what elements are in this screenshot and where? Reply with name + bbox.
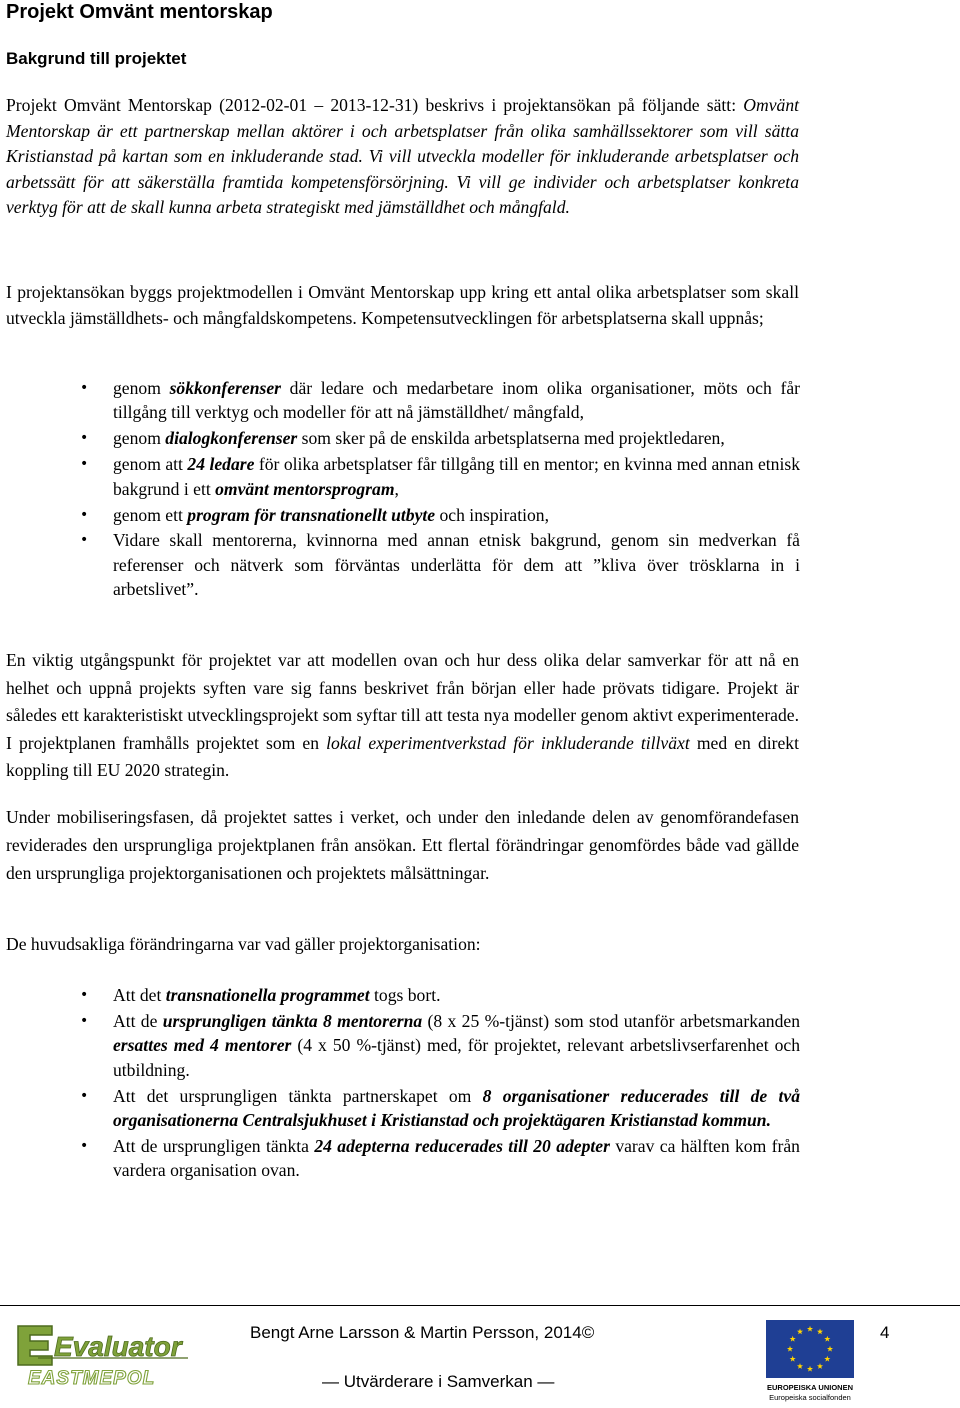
list-item: • genom sökkonferenser där ledare och medarbetare inom olika organisationer, möts och får tillgång till verktyg och modeller för att nå jämställdhet/ mångfald, [80, 378, 800, 423]
page-number: 4 [880, 1323, 890, 1342]
copyright-icon: © [581, 1323, 595, 1342]
list-changes [0, 983, 800, 1184]
paragraph-intro: Projekt Omvänt Mentorskap (2012-02-01 – 2013-12-31) beskrivs i projektansökan på följande sätt: Omvänt Mentorskap är ett partnerskap mellan aktörer i och arbetsplatser från olika samhällssektorer som vill sätta Kristianstad på kartan som en inkluderande stad. Vi vill utveckla modeller för inkluderande arbetsplatser och arbetssätt för att säkerställa framtida kompetensförsörjning. Vi vill ge individer och arbetsplatser konkreta verktyg för att de skall kunna arbeta strategiskt med jämställdhet och mångfald. [6, 95, 799, 217]
logo-subtext: EASTMEPOL [28, 1368, 156, 1389]
section-heading: Bakgrund till projektet [6, 49, 187, 68]
paragraph-starting-point: En viktig utgångspunkt för projektet var att modellen ovan och hur dess olika delar samverkar för att nå en helhet och uppnå projekts syften vare sig fanns beskrivet från början eller hade prövats tidigare. Projekt är således ett karakteristiskt utvecklingsprojekt som syftar till att testa nya modeller genom aktivt experimenterade. I projektplanen framhålls projektet som en lokal experimentverkstad för inkluderande tillväxt med en direkt koppling till EU 2020 strategin. [6, 650, 799, 781]
list-item: • Vidare skall mentorerna, kvinnorna med annan etnisk bakgrund, genom sin medverkan få referenser och nätverk som förväntas underlätta för dem att ”kliva över trösklarna in i arbetslivet”. [80, 530, 800, 600]
bullet-icon: • [80, 380, 89, 396]
eu-caption-fund: Europeiska socialfonden [769, 1393, 851, 1402]
logo-wordmark: Evaluator [54, 1331, 182, 1362]
list-item: • genom ett program för transnationellt utbyte och inspiration, [0, 503, 800, 527]
footer-authors: Bengt Arne Larsson & Martin Persson, 2014© [250, 1323, 595, 1342]
bullet-icon: • [80, 987, 89, 1003]
paragraph-mobilisation: Under mobiliseringsfasen, då projektet sattes i verket, och under den inledande delen av genomförandefasen reviderades den ursprungliga projektplanen från ansökan. Ett flertal förändringar genomfördes både vad gällde den ursprungliga projektorganisationen och projektets målsättningar. [6, 807, 799, 884]
list-item: • Att det transnationella programmet togs bort. [0, 983, 800, 1007]
bullet-icon: • [80, 532, 89, 549]
list-competence [0, 376, 800, 603]
bullet-icon: • [80, 456, 89, 473]
list-item: • genom dialogkonferenser som sker på de enskilda arbetsplatserna med projektledaren, [0, 426, 800, 450]
bullet-icon: • [80, 1012, 89, 1029]
list-item: • Att de ursprungligen tänkta 8 mentorerna (8 x 25 %-tjänst) som stod utanför arbetsmarkanden ersattes med 4 mentorer (4 x 50 %-tjänst) med, för projektet, relevant arbetslivserfarenhet och utbildning. [80, 1010, 801, 1080]
eu-caption-union: EUROPEISKA UNIONEN [767, 1383, 853, 1392]
list-item: • genom att 24 ledare för olika arbetsplatser får tillgång till en mentor; en kvinna med annan etnisk bakgrund i ett omvänt mentorsprogram, [80, 454, 800, 499]
eu-flag-logo [760, 1318, 860, 1404]
bullet-icon: • [80, 1087, 89, 1104]
bullet-icon: • [80, 506, 89, 523]
bullet-icon: • [80, 1137, 89, 1154]
paragraph-model: I projektansökan byggs projektmodellen i Omvänt Mentorskap upp kring ett antal olika arbetsplatser som skall utveckla jämställdhets- och mångfaldskompetens. Kompetensutvecklingen för arbetsplatserna skall uppnås; [6, 282, 799, 328]
evaluator-logo [8, 1318, 198, 1398]
footer-divider [0, 1305, 960, 1306]
bullet-icon: • [80, 430, 89, 447]
list-item: • Att de ursprungligen tänkta 24 adepterna reducerades till 20 adepter varav ca hälften kom från vardera organisation ovan. [80, 1135, 800, 1181]
document-title: Projekt Omvänt mentorskap [6, 1, 273, 23]
footer-tagline: — Utvärderare i Samverkan — [322, 1372, 555, 1391]
paragraph-changes-intro: De huvudsakliga förändringarna var vad gäller projektorganisation: [6, 934, 481, 954]
list-item: • Att det ursprungligen tänkta partnerskapet om 8 organisationer reducerades till de två organisationerna Centralsjukhuset i Kristianstad och projektägaren Kristianstad kommun. [80, 1085, 800, 1131]
